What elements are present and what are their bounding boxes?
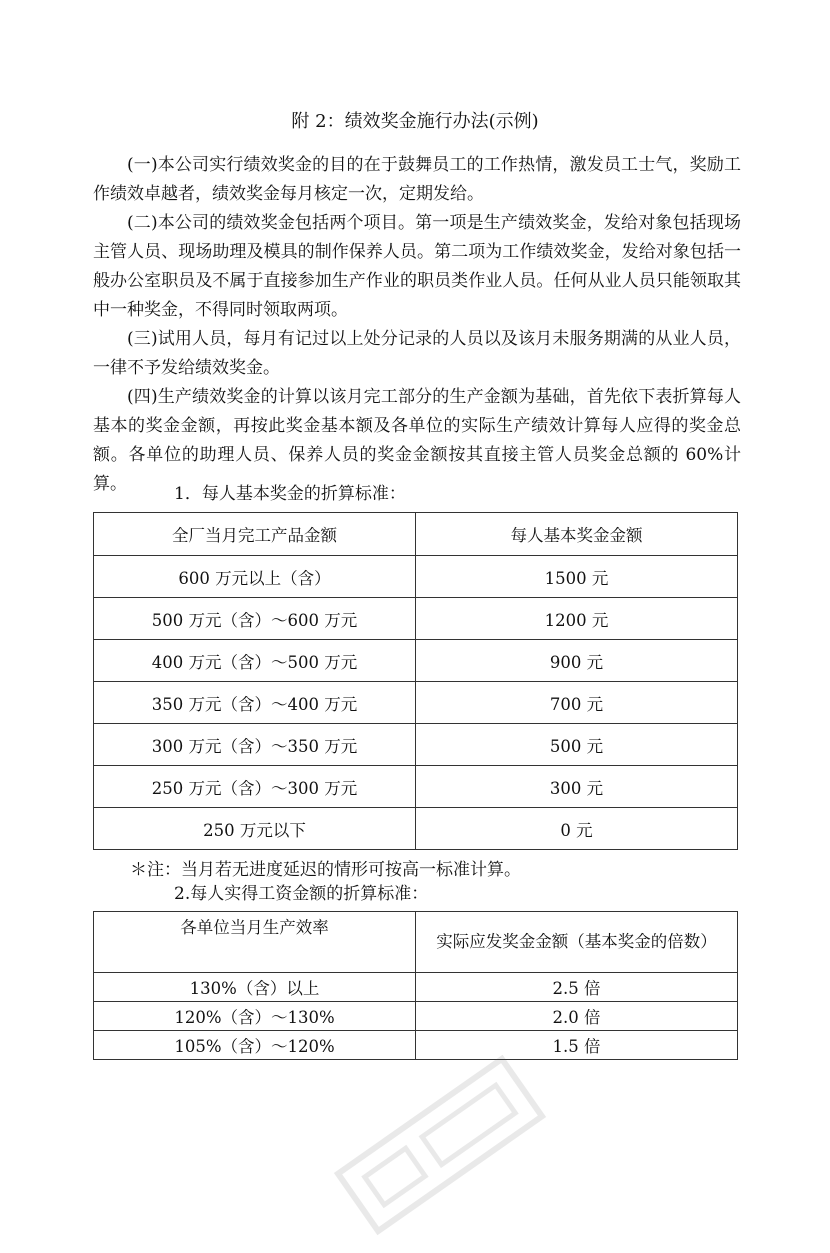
table-cell: 120%（含）～130%: [94, 1002, 416, 1031]
table-header-cell: 实际应发奖金金额（基本奖金的倍数）: [416, 912, 738, 973]
table-cell: 105%（含）～120%: [94, 1031, 416, 1060]
table-note: ＊注：当月若无进度延迟的情形可按高一标准计算。: [130, 860, 521, 880]
table-cell: 500 元: [416, 724, 738, 766]
table-cell: 250 万元（含）～300 万元: [94, 766, 416, 808]
table-cell: 1500 元: [416, 556, 738, 598]
table-row: [94, 1031, 738, 1060]
table-cell: 1200 元: [416, 598, 738, 640]
table-cell: 500 万元（含）～600 万元: [94, 598, 416, 640]
document-title: 附 2：绩效奖金施行办法(示例): [291, 111, 539, 132]
table-cell: 2.0 倍: [416, 1002, 738, 1031]
basic-bonus-table: [93, 512, 738, 850]
table-cell: 400 万元（含）～500 万元: [94, 640, 416, 682]
paragraph-4: (四)生产绩效奖金的计算以该月完工部分的生产金额为基础，首先依下表折算每人基本的奖金金额，再按此奖金基本额及各单位的实际生产绩效计算每人应得的奖金总额。各单位的助理人员、保养人员的奖金金额按其直接主管人员奖金总额的 60%计算。: [93, 387, 741, 494]
table-header-cell: 每人基本奖金金额: [416, 513, 738, 556]
table-row: [94, 640, 738, 682]
table-row: [94, 766, 738, 808]
table-cell: 350 万元（含）～400 万元: [94, 682, 416, 724]
table-cell: 130%（含）以上: [94, 973, 416, 1002]
paragraph-1: (一)本公司实行绩效奖金的目的在于鼓舞员工的工作热情，激发员工士气，奖励工作绩效卓越者，绩效奖金每月核定一次，定期发给。: [93, 155, 741, 204]
table-cell: 250 万元以下: [94, 808, 416, 850]
table-cell: 2.5 倍: [416, 973, 738, 1002]
table-cell: 900 元: [416, 640, 738, 682]
efficiency-multiplier-table: [93, 911, 738, 1060]
table-header-row: [94, 513, 738, 556]
table-header-cell: 各单位当月生产效率: [94, 912, 416, 973]
watermark-graphic: [318, 1037, 561, 1253]
table-cell: 0 元: [416, 808, 738, 850]
section2-heading: 2.每人实得工资金额的折算标准：: [174, 884, 429, 904]
table-header-row: [94, 912, 738, 973]
table-header-cell: 全厂当月完工产品金额: [94, 513, 416, 556]
table-cell: 300 万元（含）～350 万元: [94, 724, 416, 766]
table-cell: 700 元: [416, 682, 738, 724]
table-cell: 300 元: [416, 766, 738, 808]
table-row: [94, 556, 738, 598]
paragraph-3: (三)试用人员，每月有记过以上处分记录的人员以及该月未服务期满的从业人员，一律不予发给绩效奖金。: [93, 329, 741, 378]
table-row: [94, 724, 738, 766]
table-row: [94, 1002, 738, 1031]
table-row: [94, 973, 738, 1002]
section1-heading: 1．每人基本奖金的折算标准：: [174, 484, 406, 504]
table-row: [94, 682, 738, 724]
table-cell: 600 万元以上（含）: [94, 556, 416, 598]
table-row: [94, 808, 738, 850]
table-cell: 1.5 倍: [416, 1031, 738, 1060]
paragraph-2: (二)本公司的绩效奖金包括两个项目。第一项是生产绩效奖金，发给对象包括现场主管人员、现场助理及模具的制作保养人员。第二项为工作绩效奖金，发给对象包括一般办公室职员及不属于直接参加生产作业的职员类作业人员。任何从业人员只能领取其中一种奖金，不得同时领取两项。: [93, 213, 741, 320]
table-row: [94, 598, 738, 640]
